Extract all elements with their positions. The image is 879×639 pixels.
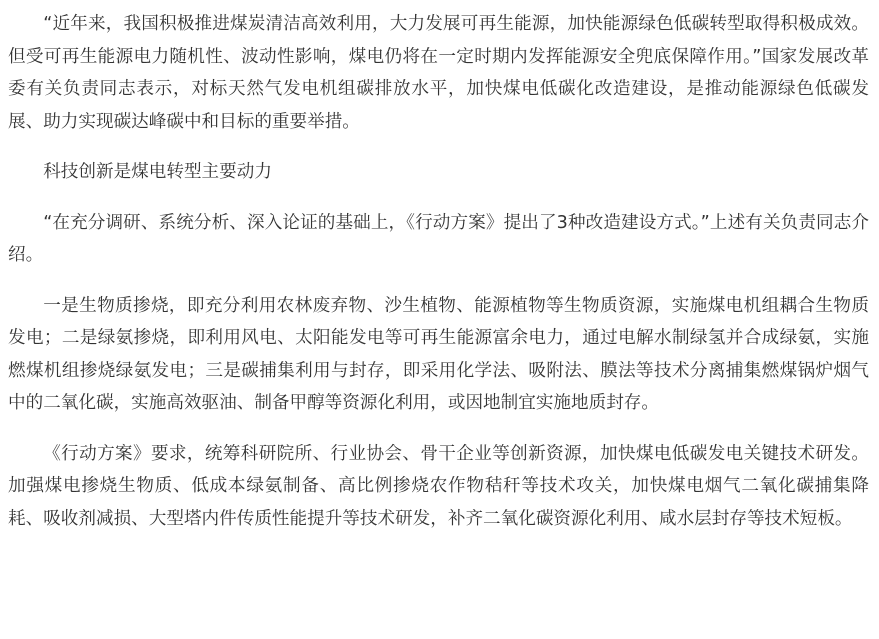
paragraph-methods: 一是生物质掺烧，即充分利用农林废弃物、沙生植物、能源植物等生物质资源，实施煤电机组耦合生物质发电；二是绿氨掺烧，即利用风电、太阳能发电等可再生能源富余电力，通过电解水制绿氢并合成绿氨，实施燃煤机组掺烧绿氨发电；三是碳捕集利用与封存，即采用化学法、吸附法、膜法等技术分离捕集燃煤锅炉烟气中的二氧化碳，实施高效驱油、制备甲醇等资源化利用，或因地制宜实施地质封存。 [8, 295, 869, 413]
article-body [0, 8, 879, 639]
section-heading: 科技创新是煤电转型主要动力 [43, 162, 272, 182]
paragraph-requirements: 《行动方案》要求，统筹科研院所、行业协会、骨干企业等创新资源，加快煤电低碳发电关键技术研发。加强煤电掺烧生物质、低成本绿氨制备、高比例掺烧农作物秸秆等技术攻关，加快煤电烟气二氧化碳捕集降耗、吸收剂减损、大型塔内件传质性能提升等技术研发，补齐二氧化碳资源化利用、咸水层封存等技术短板。 [8, 443, 869, 529]
paragraph-quote: “在充分调研、系统分析、深入论证的基础上，《行动方案》提出了3种改造建设方式。”上述有关负责同志介绍。 [8, 212, 869, 265]
paragraph-intro: “近年来，我国积极推进煤炭清洁高效利用，大力发展可再生能源，加快能源绿色低碳转型取得积极成效。但受可再生能源电力随机性、波动性影响，煤电仍将在一定时期内发挥能源安全兜底保障作用。”国家发展改革委有关负责同志表示，对标天然气发电机组碳排放水平，加快煤电低碳化改造建设，是推动能源绿色低碳发展、助力实现碳达峰碳中和目标的重要举措。 [8, 14, 869, 132]
